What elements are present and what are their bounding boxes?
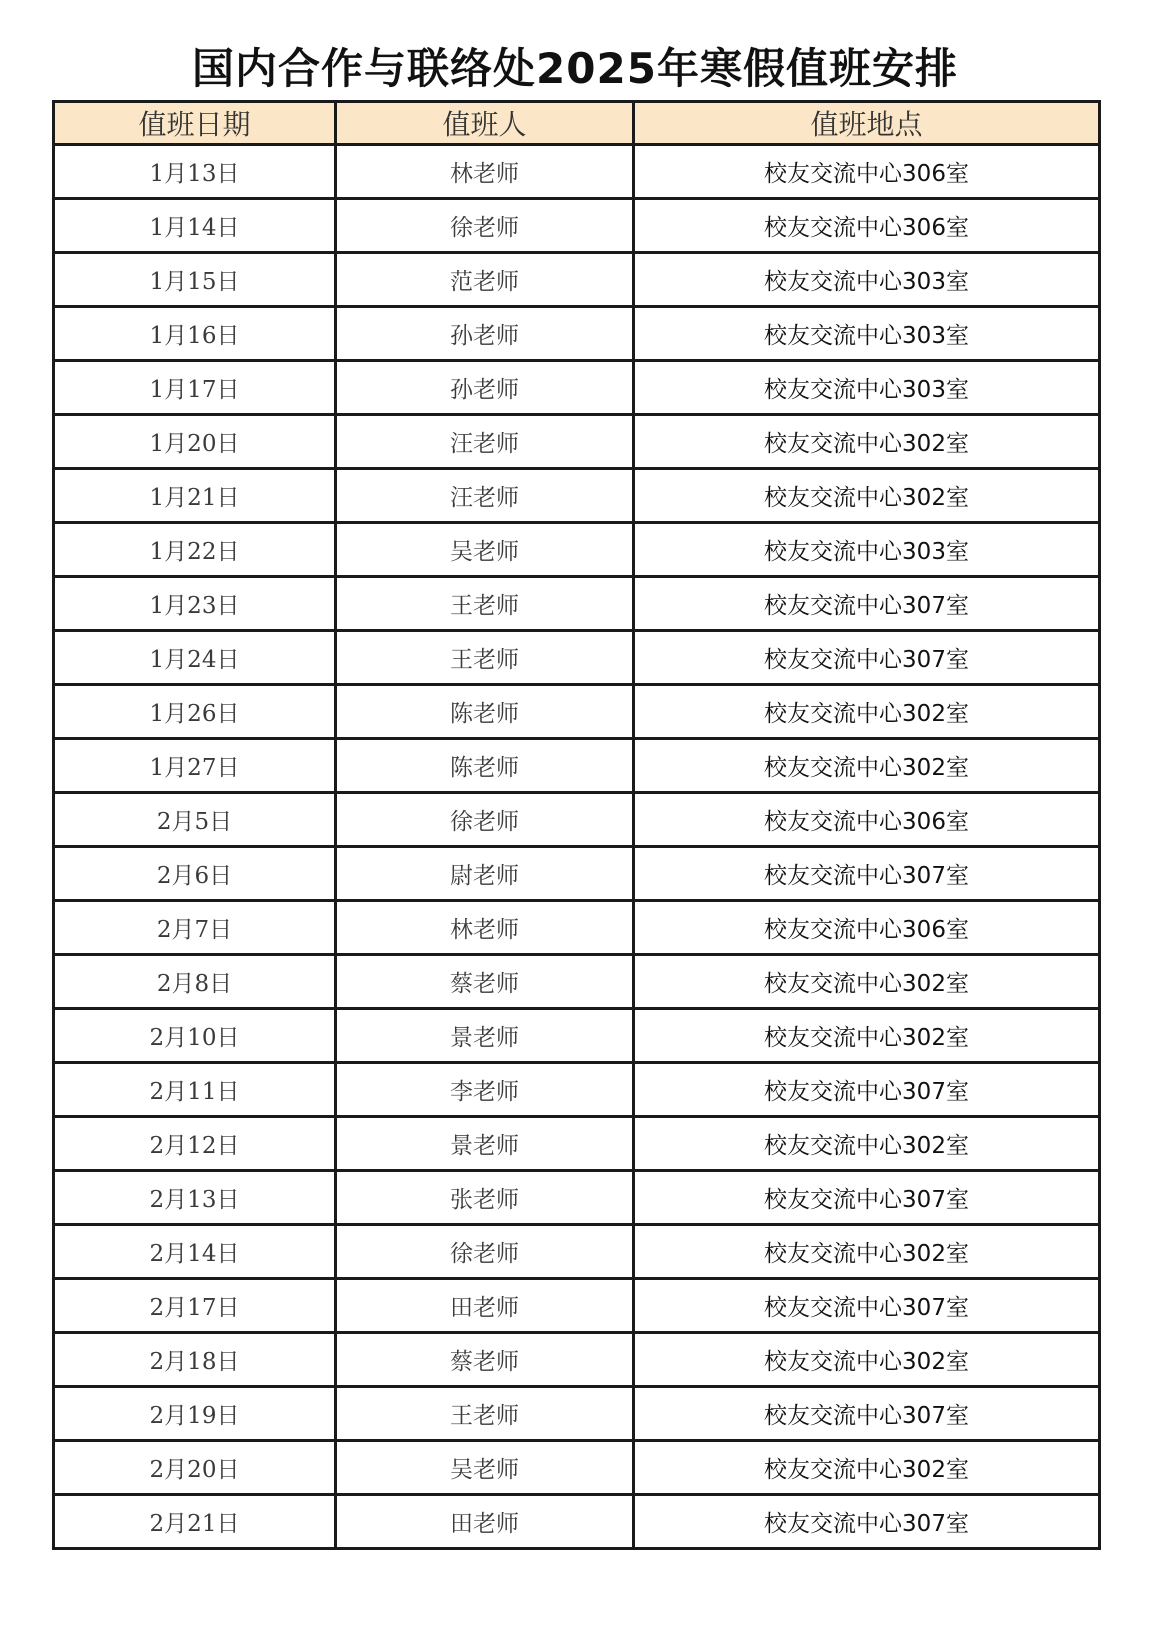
cell-location: 校友交流中心307室 [634, 1063, 1100, 1117]
cell-person: 蔡老师 [336, 1333, 634, 1387]
header-location: 值班地点 [634, 102, 1100, 145]
cell-person: 吴老师 [336, 1441, 634, 1495]
cell-location: 校友交流中心302室 [634, 955, 1100, 1009]
table-row [54, 415, 1100, 469]
table-row [54, 577, 1100, 631]
cell-location: 校友交流中心307室 [634, 577, 1100, 631]
cell-location: 校友交流中心302室 [634, 1117, 1100, 1171]
cell-location: 校友交流中心307室 [634, 847, 1100, 901]
cell-location: 校友交流中心306室 [634, 145, 1100, 199]
header-person: 值班人 [336, 102, 634, 145]
cell-location: 校友交流中心303室 [634, 253, 1100, 307]
cell-person: 孙老师 [336, 307, 634, 361]
table-row [54, 901, 1100, 955]
cell-person: 汪老师 [336, 469, 634, 523]
table-row [54, 739, 1100, 793]
table-header [54, 102, 1100, 145]
table-body [54, 145, 1100, 1549]
cell-person: 王老师 [336, 631, 634, 685]
cell-location: 校友交流中心307室 [634, 1171, 1100, 1225]
cell-date: 2月20日 [54, 1441, 336, 1495]
cell-date: 1月15日 [54, 253, 336, 307]
header-row [54, 102, 1100, 145]
cell-person: 李老师 [336, 1063, 634, 1117]
cell-person: 范老师 [336, 253, 634, 307]
table-row [54, 1333, 1100, 1387]
cell-date: 2月11日 [54, 1063, 336, 1117]
table-row [54, 1387, 1100, 1441]
cell-person: 徐老师 [336, 1225, 634, 1279]
header-date: 值班日期 [54, 102, 336, 145]
cell-date: 2月21日 [54, 1495, 336, 1549]
table-row [54, 1441, 1100, 1495]
cell-location: 校友交流中心302室 [634, 469, 1100, 523]
cell-person: 徐老师 [336, 199, 634, 253]
cell-date: 2月7日 [54, 901, 336, 955]
cell-person: 吴老师 [336, 523, 634, 577]
cell-date: 2月13日 [54, 1171, 336, 1225]
cell-person: 汪老师 [336, 415, 634, 469]
table-row [54, 1171, 1100, 1225]
cell-date: 1月17日 [54, 361, 336, 415]
table-row [54, 1225, 1100, 1279]
table-row [54, 1117, 1100, 1171]
cell-date: 2月18日 [54, 1333, 336, 1387]
cell-location: 校友交流中心307室 [634, 1495, 1100, 1549]
table-row [54, 955, 1100, 1009]
cell-person: 景老师 [336, 1117, 634, 1171]
table-row [54, 1495, 1100, 1549]
cell-person: 陈老师 [336, 685, 634, 739]
table-row [54, 361, 1100, 415]
table-row [54, 1063, 1100, 1117]
cell-date: 2月19日 [54, 1387, 336, 1441]
cell-person: 田老师 [336, 1495, 634, 1549]
cell-date: 1月23日 [54, 577, 336, 631]
cell-date: 2月8日 [54, 955, 336, 1009]
cell-person: 蔡老师 [336, 955, 634, 1009]
cell-date: 2月17日 [54, 1279, 336, 1333]
cell-location: 校友交流中心307室 [634, 631, 1100, 685]
cell-person: 徐老师 [336, 793, 634, 847]
cell-person: 王老师 [336, 1387, 634, 1441]
cell-date: 1月26日 [54, 685, 336, 739]
cell-person: 林老师 [336, 901, 634, 955]
table-row [54, 1279, 1100, 1333]
cell-person: 尉老师 [336, 847, 634, 901]
cell-location: 校友交流中心302室 [634, 1225, 1100, 1279]
cell-date: 1月16日 [54, 307, 336, 361]
table-row [54, 145, 1100, 199]
cell-location: 校友交流中心302室 [634, 1333, 1100, 1387]
cell-location: 校友交流中心307室 [634, 1387, 1100, 1441]
cell-date: 2月14日 [54, 1225, 336, 1279]
cell-location: 校友交流中心306室 [634, 901, 1100, 955]
cell-date: 1月20日 [54, 415, 336, 469]
cell-person: 张老师 [336, 1171, 634, 1225]
cell-location: 校友交流中心303室 [634, 307, 1100, 361]
cell-date: 1月27日 [54, 739, 336, 793]
cell-date: 1月13日 [54, 145, 336, 199]
cell-location: 校友交流中心302室 [634, 739, 1100, 793]
cell-location: 校友交流中心306室 [634, 793, 1100, 847]
table-row [54, 793, 1100, 847]
cell-person: 王老师 [336, 577, 634, 631]
cell-location: 校友交流中心302室 [634, 685, 1100, 739]
cell-person: 陈老师 [336, 739, 634, 793]
table-row [54, 253, 1100, 307]
cell-date: 2月6日 [54, 847, 336, 901]
table-row [54, 685, 1100, 739]
page-title: 国内合作与联络处2025年寒假值班安排 [192, 44, 958, 93]
table-row [54, 307, 1100, 361]
cell-date: 1月22日 [54, 523, 336, 577]
cell-date: 2月5日 [54, 793, 336, 847]
cell-location: 校友交流中心303室 [634, 523, 1100, 577]
cell-date: 2月10日 [54, 1009, 336, 1063]
cell-date: 1月14日 [54, 199, 336, 253]
cell-person: 孙老师 [336, 361, 634, 415]
cell-location: 校友交流中心302室 [634, 1441, 1100, 1495]
cell-person: 景老师 [336, 1009, 634, 1063]
cell-date: 2月12日 [54, 1117, 336, 1171]
cell-location: 校友交流中心303室 [634, 361, 1100, 415]
table-row [54, 847, 1100, 901]
cell-location: 校友交流中心302室 [634, 1009, 1100, 1063]
cell-person: 林老师 [336, 145, 634, 199]
cell-date: 1月24日 [54, 631, 336, 685]
table-row [54, 523, 1100, 577]
cell-location: 校友交流中心307室 [634, 1279, 1100, 1333]
table-row [54, 1009, 1100, 1063]
table-row [54, 631, 1100, 685]
cell-date: 1月21日 [54, 469, 336, 523]
duty-schedule-table [52, 100, 1101, 1550]
cell-location: 校友交流中心302室 [634, 415, 1100, 469]
table-row [54, 199, 1100, 253]
cell-location: 校友交流中心306室 [634, 199, 1100, 253]
table-row [54, 469, 1100, 523]
cell-person: 田老师 [336, 1279, 634, 1333]
